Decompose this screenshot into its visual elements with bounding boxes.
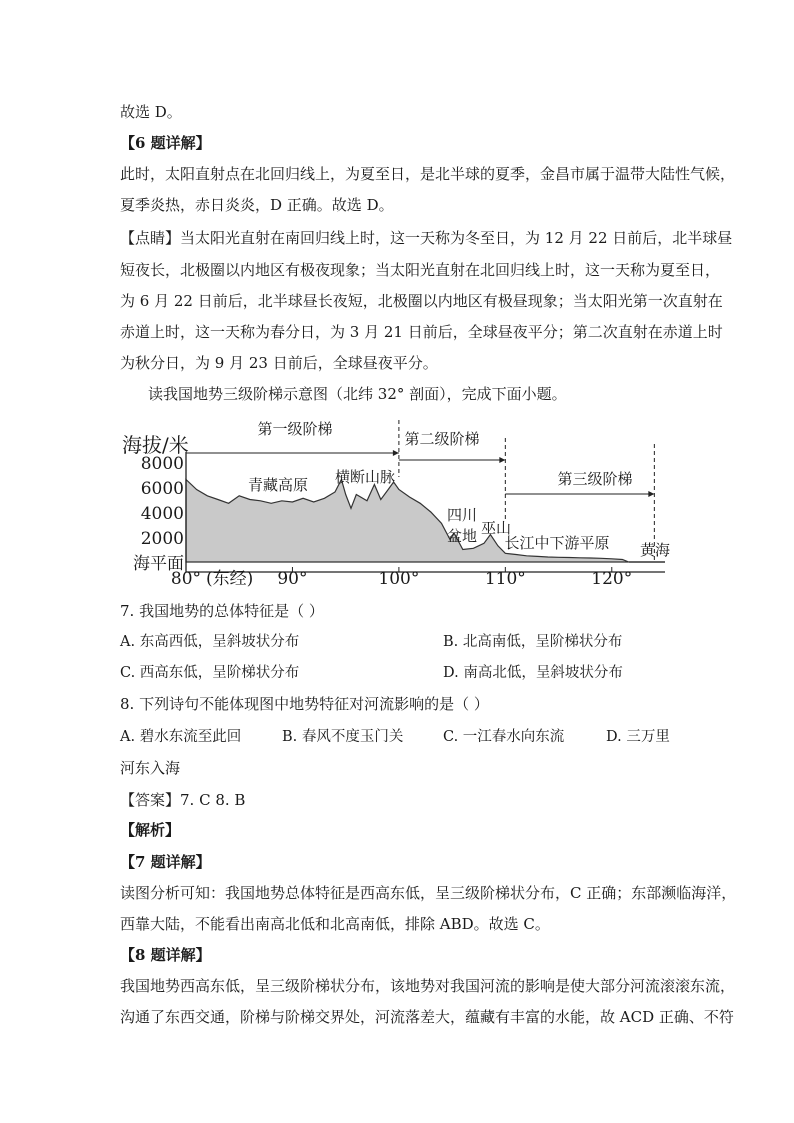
text-line: 我国地势西高东低，呈三级阶梯状分布，该地势对我国河流的影响是使大部分河流滚滚东流，	[120, 977, 736, 995]
option-8a: A. 碧水东流至此回	[120, 729, 242, 745]
arrow-head-icon	[499, 457, 505, 463]
text-line: 此时，太阳直射点在北回归线上，为夏至日，是北半球的夏季，金昌市属于温带大陆性气候，	[120, 165, 736, 183]
x-tick-label: 80°	[170, 569, 202, 589]
y-tick-label: 6000	[140, 479, 184, 499]
stair-label: 第二级阶梯	[404, 430, 480, 448]
x-axis-title: (东经)	[206, 569, 254, 589]
y-tick-label: 2000	[140, 529, 184, 549]
tip-paragraph-line: 【点睛】当太阳光直射在南回归线上时，这一天称为冬至日，为 12 月 22 日前后，北半球昼	[120, 229, 733, 247]
option-8d: D. 三万里	[606, 729, 670, 745]
annotation-basin: 盆地	[446, 527, 478, 545]
figure-intro: 读我国地势三级阶梯示意图（北纬 32° 剖面），完成下面小题。	[148, 385, 567, 403]
x-tick-label: 90°	[277, 569, 308, 589]
text-line: 短夜长，北极圈以内地区有极夜现象；当太阳光直射在北回归线上时，这一天称为夏至日，	[120, 261, 721, 279]
section-heading: 【6 题详解】	[120, 134, 211, 152]
text-line: 西靠大陆，不能看出南高北低和北高南低，排除 ABD。故选 C。	[120, 915, 550, 933]
stair-label: 第三级阶梯	[557, 470, 633, 488]
text-line: 夏季炎热，赤日炎炎，D 正确。故选 D。	[120, 196, 394, 214]
annotation-yangtze-plain: 长江中下游平原	[504, 534, 610, 552]
section-heading: 【7 题详解】	[120, 853, 211, 871]
annotation-qinghai-tibet-plateau: 青藏高原	[247, 476, 309, 494]
terrain-profile-chart	[120, 412, 680, 590]
analysis-heading: 【解析】	[120, 821, 181, 839]
question-8: 8. 下列诗句不能体现图中地势特征对河流影响的是（ ）	[120, 695, 489, 713]
annotation-wushan: 巫山	[480, 519, 512, 537]
stair-label: 第一级阶梯	[257, 420, 333, 438]
text-line: 为秋分日，为 9 月 23 日前后，全球昼夜平分。	[120, 354, 438, 372]
option-7a: A. 东高西低，呈斜坡状分布	[120, 634, 300, 650]
text-line: 赤道上时，这一天称为春分日，为 3 月 21 日前后，全球昼夜平分；第二次直射在赤道上时	[120, 323, 723, 341]
y-tick-label: 8000	[140, 454, 184, 474]
option-8b: B. 春风不度玉门关	[282, 729, 404, 745]
option-7b: B. 北高南低，呈阶梯状分布	[443, 634, 623, 650]
question-7: 7. 我国地势的总体特征是（ ）	[120, 602, 324, 620]
arrow-head-icon	[648, 491, 654, 497]
text-line: 沟通了东西交通，阶梯与阶梯交界处，河流落差大，蕴藏有丰富的水能，故 ACD 正确、不符	[120, 1008, 734, 1026]
text-line: 读图分析可知：我国地势总体特征是西高东低，呈三级阶梯状分布，C 正确；东部濒临海洋，	[120, 884, 737, 902]
option-8d-cont: 河东入海	[120, 759, 181, 777]
y-axis-title: 海拔/米	[122, 433, 189, 457]
annotation-sichuan: 四川	[446, 506, 478, 524]
x-tick-label: 100°	[378, 569, 420, 589]
x-tick-label: 120°	[591, 569, 633, 589]
option-8c: C. 一江春水向东流	[443, 729, 565, 745]
answer-line: 【答案】7. C 8. B	[120, 791, 246, 809]
y-tick-label: 海平面	[133, 554, 184, 574]
x-tick-label: 110°	[484, 569, 526, 589]
annotation-yellow-sea: 黄海	[639, 541, 671, 559]
section-heading: 【8 题详解】	[120, 946, 211, 964]
option-7c: C. 西高东低，呈阶梯状分布	[120, 665, 300, 681]
option-7d: D. 南高北低，呈斜坡状分布	[443, 665, 623, 681]
text-line: 为 6 月 22 日前后，北半球昼长夜短，北极圈以内地区有极昼现象；当太阳光第一次直射在	[120, 292, 723, 310]
y-tick-label: 4000	[140, 504, 184, 524]
annotation-hengduan-mountains: 横断山脉	[334, 468, 396, 486]
arrow-head-icon	[393, 450, 399, 456]
text-line: 故选 D。	[120, 103, 182, 121]
